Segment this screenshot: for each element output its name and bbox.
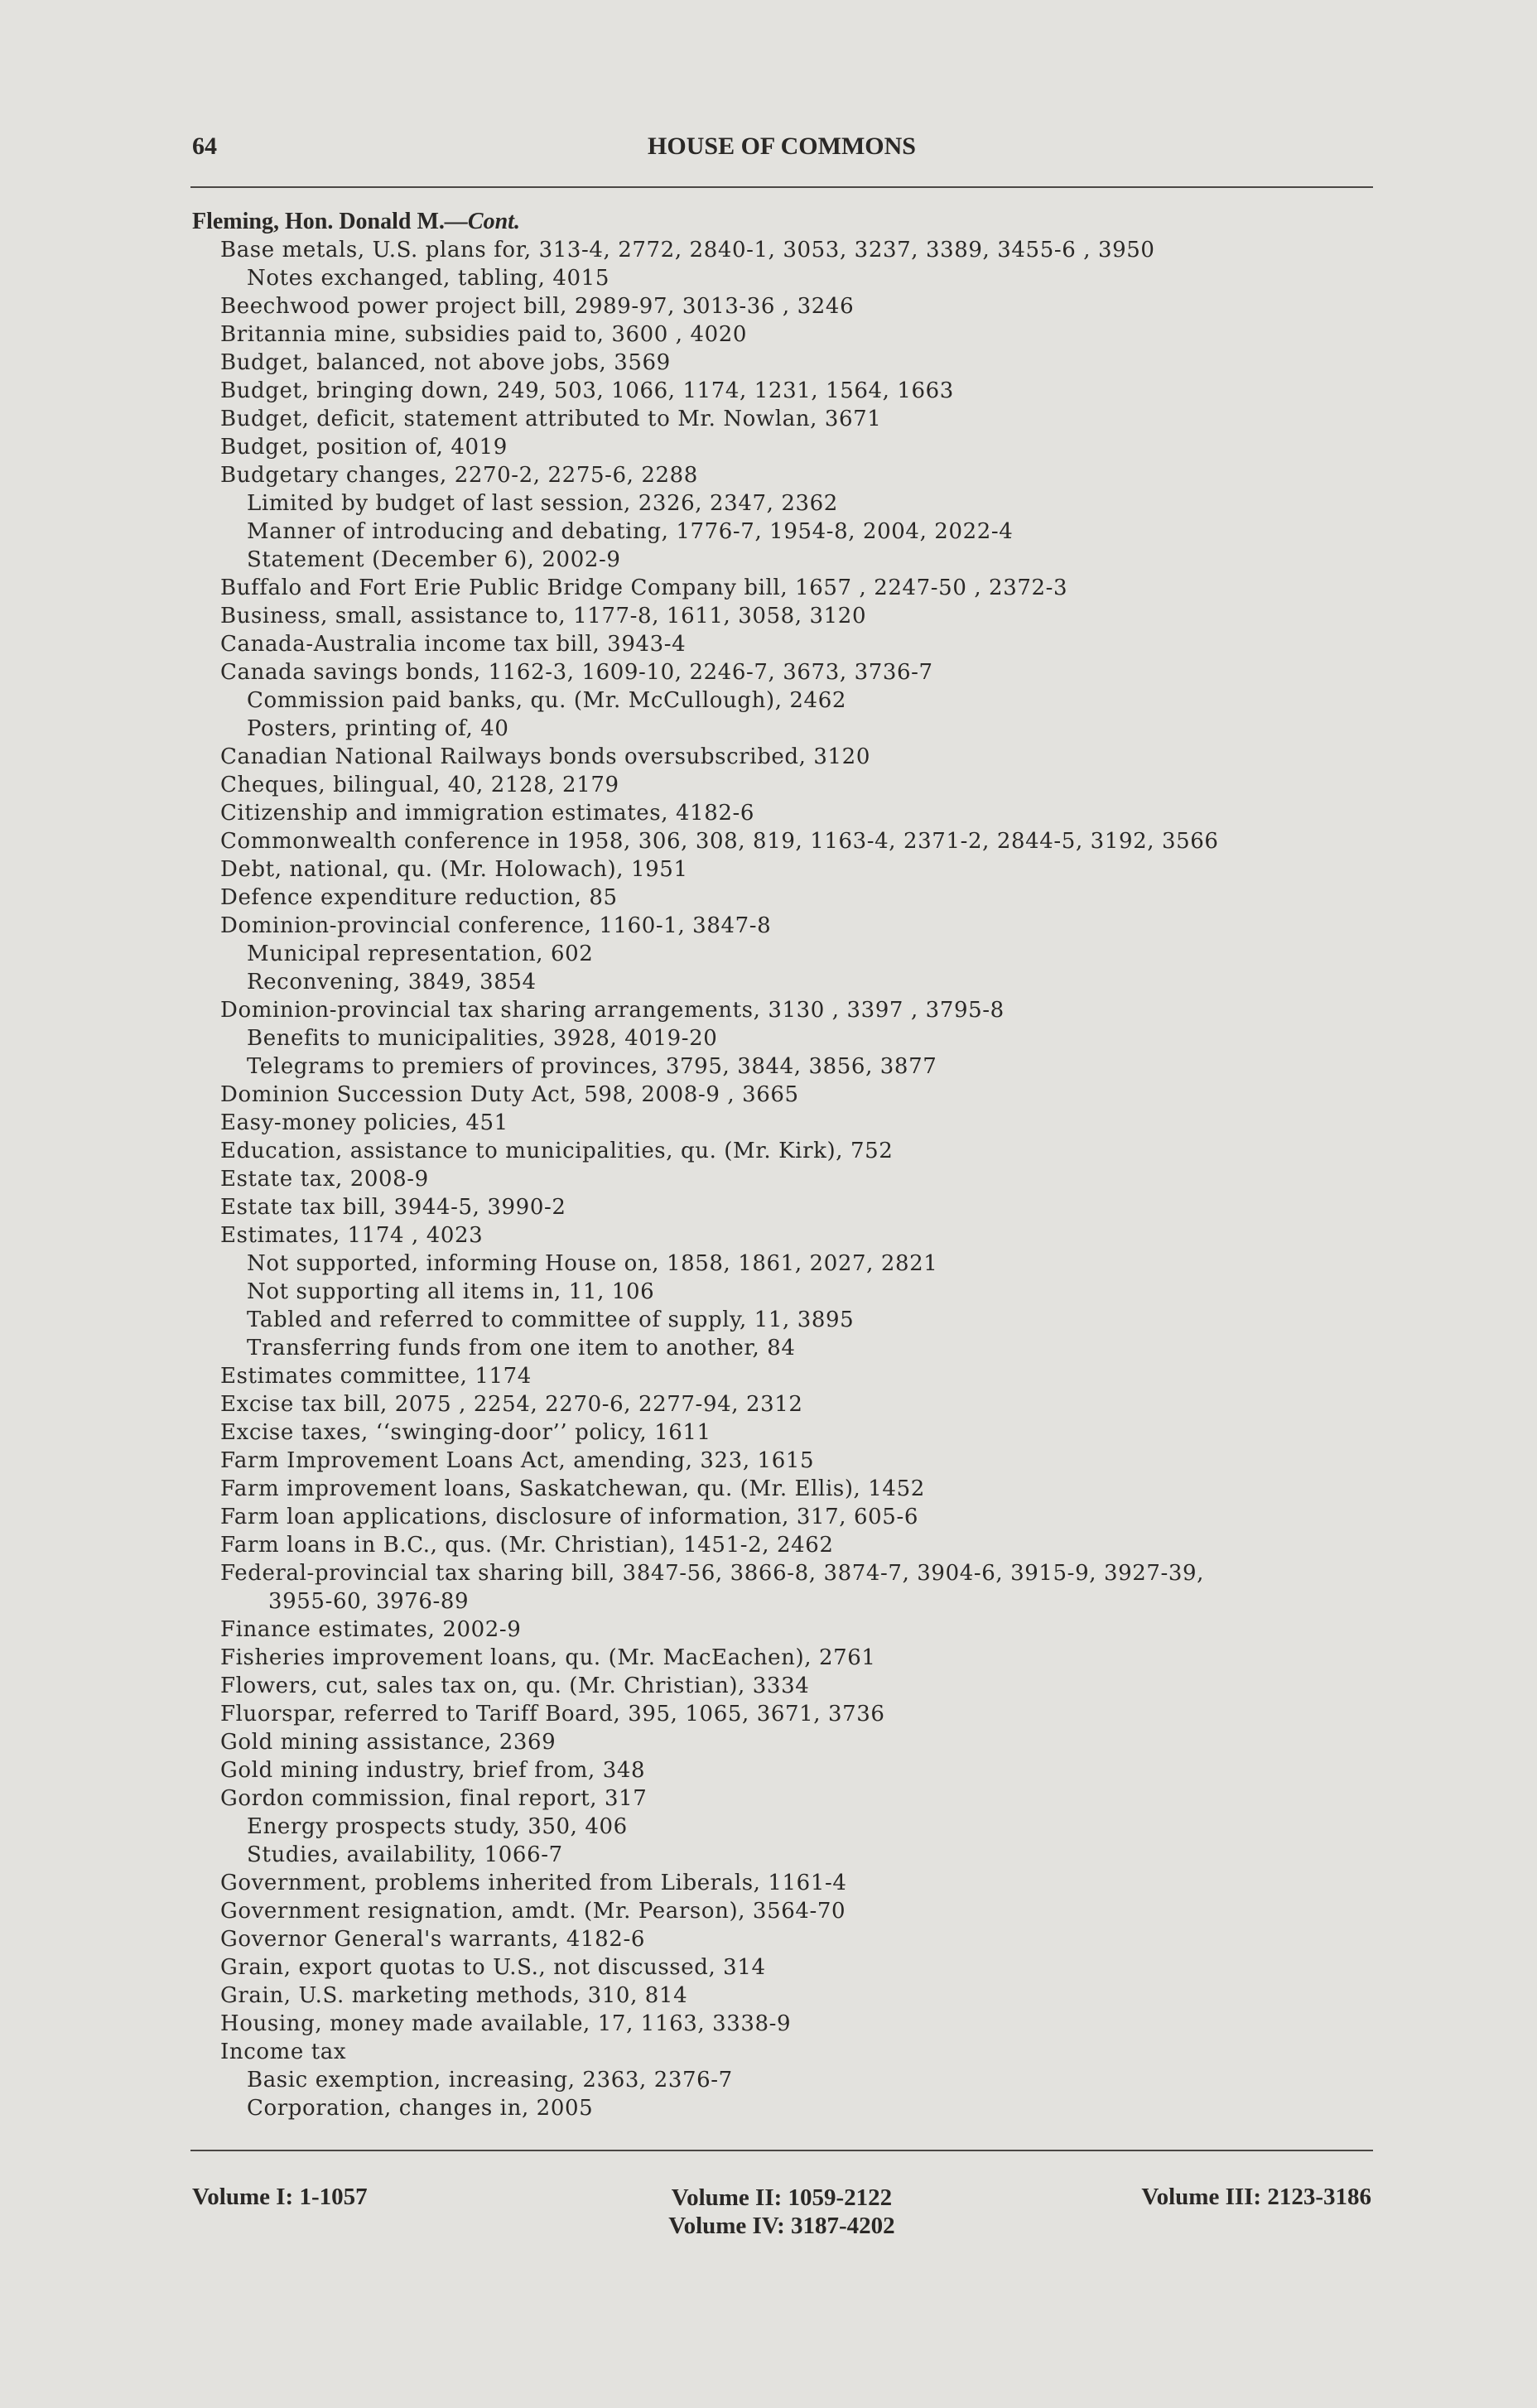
index-entry: Buffalo and Fort Erie Public Bridge Company bill, 1657 , 2247-50 , 2372-3 xyxy=(220,576,1068,600)
index-entry: Finance estimates, 2002-9 xyxy=(220,1617,522,1642)
index-entry: Fluorspar, referred to Tariff Board, 395, 1065, 3671, 3736 xyxy=(220,1702,885,1727)
index-subentry: Basic exemption, increasing, 2363, 2376-7 xyxy=(247,2068,733,2093)
index-entry: Government resignation, amdt. (Mr. Pearson), 3564-70 xyxy=(220,1899,846,1924)
index-entry: Grain, export quotas to U.S., not discussed, 314 xyxy=(220,1955,766,1980)
index-entry: Dominion Succession Duty Act, 598, 2008-9 , 3665 xyxy=(220,1082,799,1107)
index-entry: Farm loans in B.C., qus. (Mr. Christian), 1451-2, 2462 xyxy=(220,1533,834,1558)
index-entry: Gold mining assistance, 2369 xyxy=(220,1730,556,1755)
index-entry: Canada-Australia income tax bill, 3943-4 xyxy=(220,632,687,657)
index-entry: Canada savings bonds, 1162-3, 1609-10, 2246-7, 3673, 3736-7 xyxy=(220,660,933,685)
index-entry: Education, assistance to municipalities, qu. (Mr. Kirk), 752 xyxy=(220,1139,894,1163)
index-subentry: Commission paid banks, qu. (Mr. McCullough), 2462 xyxy=(247,688,846,713)
index-subentry: Manner of introducing and debating, 1776-7, 1954-8, 2004, 2022-4 xyxy=(247,519,1014,544)
index-entry: Farm loan applications, disclosure of information, 317, 605-6 xyxy=(220,1505,918,1529)
volume-3-range: Volume III: 2123-3186 xyxy=(1141,2184,1371,2210)
index-entry: Estate tax bill, 3944-5, 3990-2 xyxy=(220,1195,566,1220)
index-entry: Budgetary changes, 2270-2, 2275-6, 2288 xyxy=(220,463,698,488)
index-entry: Farm improvement loans, Saskatchewan, qu. (Mr. Ellis), 1452 xyxy=(220,1476,925,1501)
index-entry: Beechwood power project bill, 2989-97, 3013-36 , 3246 xyxy=(220,294,855,319)
index-subentry: Not supported, informing House on, 1858, 1861, 2027, 2821 xyxy=(247,1251,938,1276)
index-entry: Easy-money policies, 451 xyxy=(220,1110,508,1135)
index-entry: Business, small, assistance to, 1177-8, 1611, 3058, 3120 xyxy=(220,604,867,628)
index-entry: Excise tax bill, 2075 , 2254, 2270-6, 2277-94, 2312 xyxy=(220,1392,803,1417)
index-entry: Government, problems inherited from Liberals, 1161-4 xyxy=(220,1871,847,1895)
volume-2-range: Volume II: 1059-2122 xyxy=(671,2184,893,2211)
index-entry: Dominion-provincial conference, 1160-1, 3847-8 xyxy=(220,913,772,938)
page-title: HOUSE OF COMMONS xyxy=(648,132,916,160)
heading-cont: —Cont. xyxy=(444,209,520,234)
index-subentry: Notes exchanged, tabling, 4015 xyxy=(247,266,610,291)
index-entry: Governor General's warrants, 4182-6 xyxy=(220,1927,645,1952)
index-subentry: Not supporting all items in, 11, 106 xyxy=(247,1279,655,1304)
index-entry: Citizenship and immigration estimates, 4182-6 xyxy=(220,801,755,826)
index-entry: Income tax xyxy=(220,2040,347,2064)
index-entry: Grain, U.S. marketing methods, 310, 814 xyxy=(220,1983,688,2008)
index-entry: Federal-provincial tax sharing bill, 3847-56, 3866-8, 3874-7, 3904-6, 3915-9, 3927-39, xyxy=(220,1561,1205,1586)
index-subentry: Posters, printing of, 40 xyxy=(247,716,509,741)
index-subentry: Energy prospects study, 350, 406 xyxy=(247,1814,628,1839)
index-entry: Budget, balanced, not above jobs, 3569 xyxy=(220,350,671,375)
index-entry: Commonwealth conference in 1958, 306, 308, 819, 1163-4, 2371-2, 2844-5, 3192, 3566 xyxy=(220,829,1219,854)
index-continuation: 3955-60, 3976-89 xyxy=(268,1589,470,1614)
index-entry: Budget, bringing down, 249, 503, 1066, 1174, 1231, 1564, 1663 xyxy=(220,378,954,403)
index-entry: Dominion-provincial tax sharing arrangements, 3130 , 3397 , 3795-8 xyxy=(220,998,1005,1023)
index-subentry: Transferring funds from one item to another, 84 xyxy=(247,1336,796,1361)
index-entry: Gordon commission, final report, 317 xyxy=(220,1786,648,1811)
index-entry: Cheques, bilingual, 40, 2128, 2179 xyxy=(220,773,619,797)
page-header xyxy=(192,132,1371,166)
index-entry: Excise taxes, ‘‘swinging-door’’ policy, 1611 xyxy=(220,1420,711,1445)
index-subentry: Telegrams to premiers of provinces, 3795, 3844, 3856, 3877 xyxy=(247,1054,937,1079)
index-entry: Defence expenditure reduction, 85 xyxy=(220,885,618,910)
page-number: 64 xyxy=(192,132,217,160)
index-subentry: Statement (December 6), 2002-9 xyxy=(247,547,621,572)
index-entry: Budget, deficit, statement attributed to Mr. Nowlan, 3671 xyxy=(220,407,882,431)
footer-rule xyxy=(190,2150,1373,2151)
index-subentry: Tabled and referred to committee of supply, 11, 3895 xyxy=(247,1308,855,1332)
index-subentry: Reconvening, 3849, 3854 xyxy=(247,970,537,995)
volume-1-range: Volume I: 1-1057 xyxy=(192,2184,368,2210)
index-entry: Fisheries improvement loans, qu. (Mr. MacEachen), 2761 xyxy=(220,1645,876,1670)
index-entry: Flowers, cut, sales tax on, qu. (Mr. Christian), 3334 xyxy=(220,1674,810,1698)
index-entry: Farm Improvement Loans Act, amending, 323, 1615 xyxy=(220,1448,815,1473)
index-subentry: Limited by budget of last session, 2326, 2347, 2362 xyxy=(247,491,838,516)
index-heading xyxy=(192,208,1371,236)
index-entry: Estimates committee, 1174 xyxy=(220,1364,532,1389)
volume-4-range: Volume IV: 3187-4202 xyxy=(668,2213,895,2239)
index-entry: Budget, position of, 4019 xyxy=(220,435,508,460)
index-entry: Estimates, 1174 , 4023 xyxy=(220,1223,484,1248)
index-entry: Britannia mine, subsidies paid to, 3600 , 4020 xyxy=(220,322,748,347)
footer xyxy=(192,2184,1371,2250)
index-subentry: Corporation, changes in, 2005 xyxy=(247,2096,594,2121)
index-list xyxy=(192,208,1371,2122)
index-entry: Gold mining industry, brief from, 348 xyxy=(220,1758,646,1783)
heading-name: Fleming, Hon. Donald M. xyxy=(192,209,445,234)
index-entry: Canadian National Railways bonds oversubscribed, 3120 xyxy=(220,744,870,769)
index-entry: Estate tax, 2008-9 xyxy=(220,1167,429,1192)
index-entry: Base metals, U.S. plans for, 313-4, 2772, 2840-1, 3053, 3237, 3389, 3455-6 , 3950 xyxy=(220,238,1155,262)
index-subentry: Benefits to municipalities, 3928, 4019-20 xyxy=(247,1026,718,1051)
index-subentry: Municipal representation, 602 xyxy=(247,942,594,966)
index-entry: Housing, money made available, 17, 1163, 3338-9 xyxy=(220,2011,792,2036)
index-subentry: Studies, availability, 1066-7 xyxy=(247,1842,563,1867)
header-rule xyxy=(190,186,1373,188)
index-entry: Debt, national, qu. (Mr. Holowach), 1951 xyxy=(220,857,688,882)
